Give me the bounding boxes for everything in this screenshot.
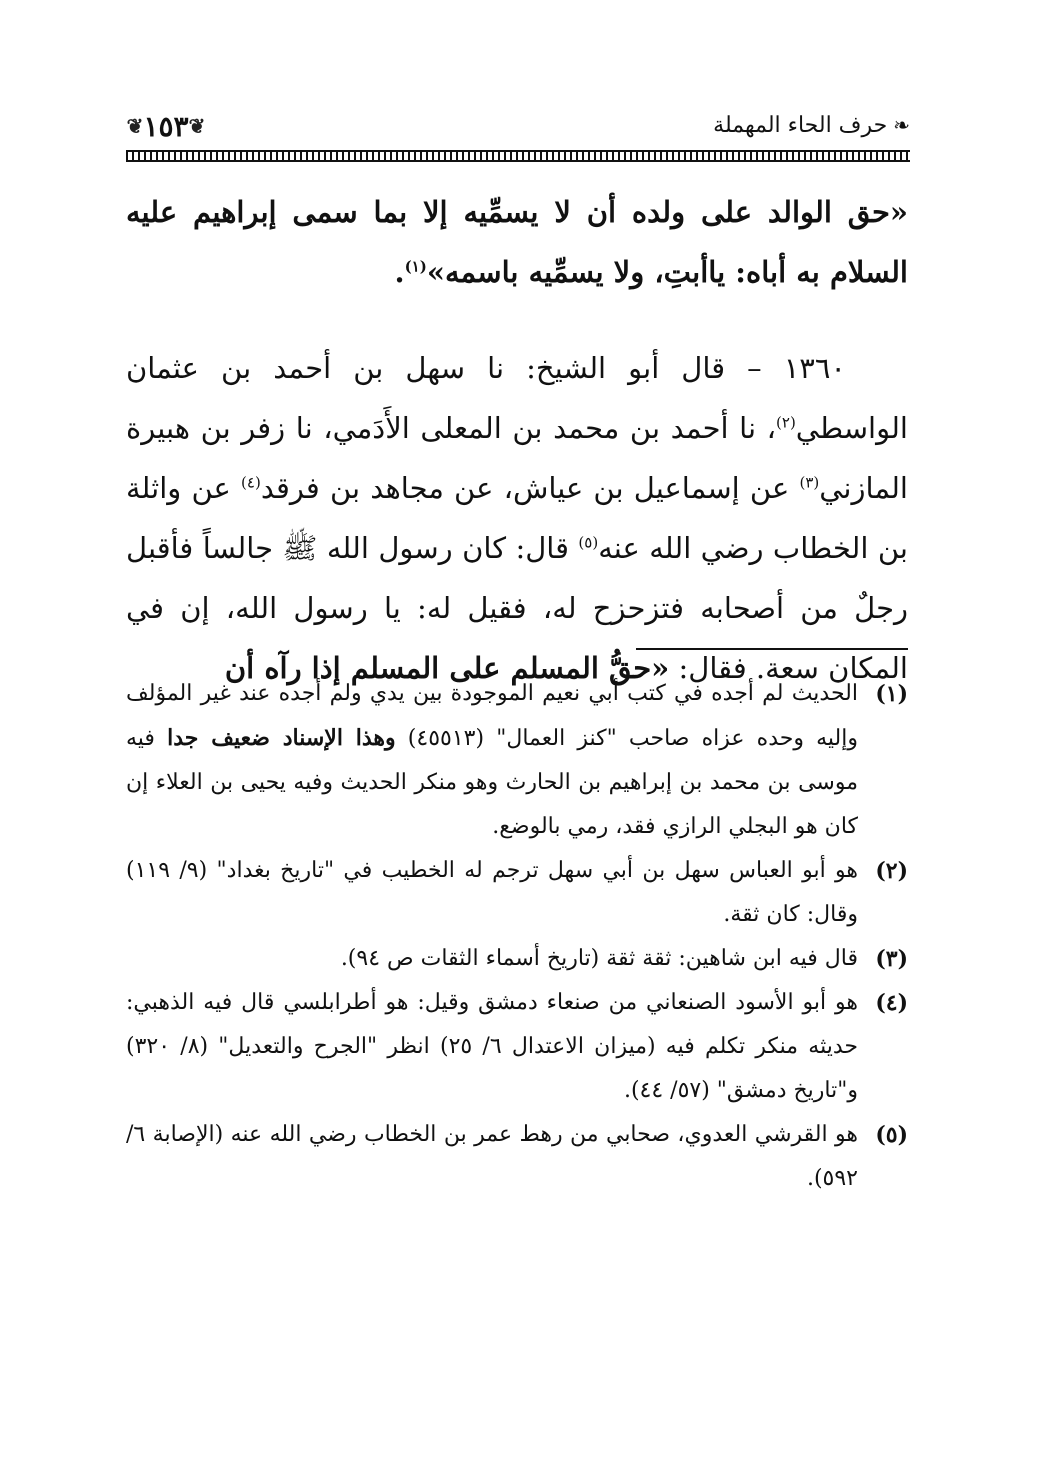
header-rule [126,150,910,162]
hadith-quote-text: «حق الوالد على ولده أن لا يسمِّيه إلا بما سمى إبراهيم عليه السلام به أباه: ياأبتِ، ولا يسمِّيه باسمه» [126,195,908,289]
paragraph-part-5: قال: كان رسول الله ﷺ جالساً فأقبل رجلٌ من أصحابه فتزحزح له، فقيل له: يا رسول الله، إن في المكان سعة. فقال: [126,531,908,685]
footnote-ref-1: (١) [404,257,427,276]
running-title: حرف الحاء المهملة [713,112,888,138]
paragraph-part-4: عن واثلة بن الخطاب رضي الله عنه [126,471,909,565]
footnote-ref-5: (٥) [578,533,599,552]
hadith-quote-end: . [394,255,405,289]
footnote-text [126,672,858,849]
hadith-quote [126,182,908,302]
footnote-number: (٥) [875,1122,908,1148]
ornament-icon: ❧ [893,113,910,137]
footnote-number: (١) [875,681,908,707]
footnote-item [126,672,908,849]
footnote-item [126,937,908,981]
paragraph-part-2: ، نا أحمد بن محمد بن المعلى الأَدَمي، نا زفر بن هبيرة المازني [126,411,908,505]
footnote-item [126,981,908,1113]
footnote-bold-text: وهذا الإسناد ضعيف جدا [167,725,396,751]
footnote-text: هو أبو العباس سهل بن أبي سهل ترجم له الخطيب في "تاريخ بغداد" (٩/ ١١٩) وقال: كان ثقة. [126,858,859,927]
footnote-number: (٣) [875,946,908,972]
paragraph-bold-end: «حقُّ المسلم على المسلم إذا رآه أن [224,651,670,685]
footnote-item [126,1113,908,1201]
footnote-text-part-2: فيه موسى بن محمد بن إبراهيم بن الحارث وهو منكر الحديث وفيه يحيى بن العلاء إن كان هو البجلي الرازي فقد، رمي بالوضع. [126,726,858,839]
footnote-text: هو القرشي العدوي، صحابي من رهط عمر بن الخطاب رضي الله عنه (الإصابة ٦/ ٥٩٢). [126,1122,858,1191]
footnote-text-part: الحديث لم أجده في كتب أبي نعيم الموجودة بين يدي ولم أجده عند غير المؤلف وإليه وحده عزاه صاحب "كنز العمال" (٤٥٥١٣) [126,681,858,751]
footnote-ref-2: (٢) [776,413,796,432]
footnotes [126,672,908,1201]
hadith-paragraph [126,338,908,698]
footnote-text: قال فيه ابن شاهين: ثقة ثقة (تاريخ أسماء الثقات ص ٩٤). [340,946,858,971]
page-number: ❦ ١٥٣ ❦ [126,98,206,154]
footnote-number: (٢) [875,858,908,884]
footnote-number: (٤) [875,990,908,1016]
footnote-text: هو أبو الأسود الصنعاني من صنعاء دمشق وقيل: هو أطرابلسي قال فيه الذهبي: حديثه منكر تكلم فيه (ميزان الاعتدال ٦/ ٢٥) انظر "الجرح والتعديل" (٨/ ٣٢٠) و"تاريخ دمشق" (٥٧/ ٤٤). [126,990,859,1103]
main-text [126,182,908,698]
paragraph-part-3: عن إسماعيل بن عياش، عن مجاهد بن فرقد [260,471,800,505]
footnote-divider [636,648,908,650]
footnote-item [126,849,908,937]
footnote-ref-4: (٤) [241,473,261,492]
footnote-ref-3: (٣) [799,473,820,492]
paragraph-part-1: ١٣٦٠ – قال أبو الشيخ: نا سهل بن أحمد بن عثمان الواسطي [126,351,908,445]
running-title-block [713,100,910,150]
page-header [126,98,910,160]
